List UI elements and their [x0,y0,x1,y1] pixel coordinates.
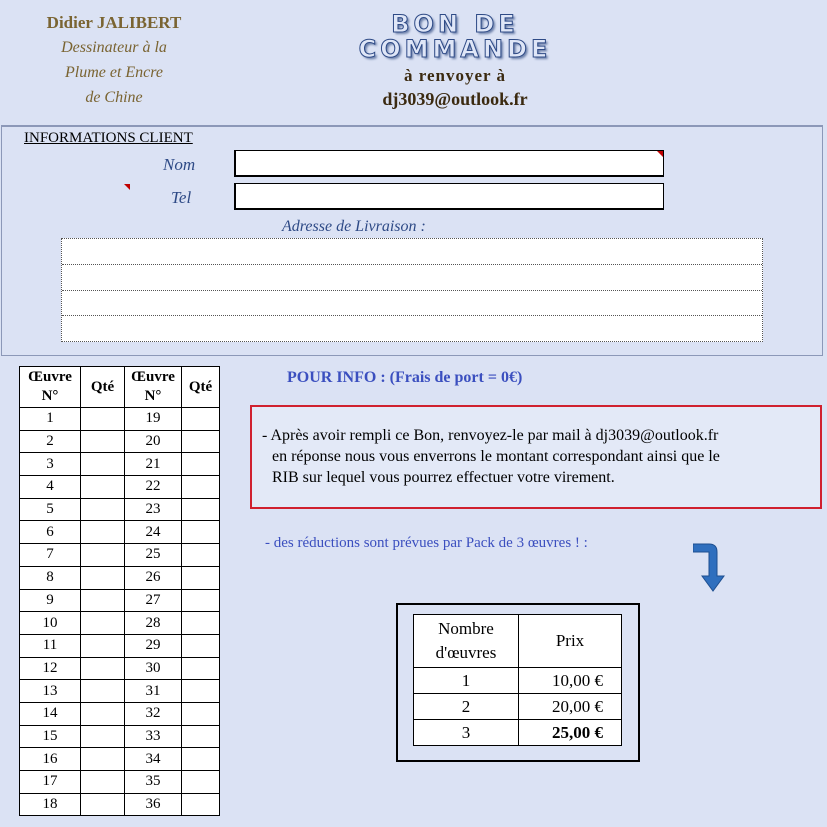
oeuvre-number-cell: 14 [20,702,81,725]
quantity-cell[interactable] [182,725,220,748]
title-line-2: COMMANDE [358,35,552,63]
header-oeuvre-number: Œuvre N° [20,367,81,408]
price-table-row [414,720,622,746]
quantity-cell[interactable] [182,657,220,680]
header-quantity: Qté [81,367,125,408]
order-table-row [20,566,220,589]
order-table-row [20,589,220,612]
quantity-cell[interactable] [182,771,220,794]
header-nombre-oeuvres: Nombre d'œuvres [414,615,519,668]
quantity-cell[interactable] [81,453,125,476]
quantity-cell[interactable] [81,771,125,794]
comment-marker-icon [124,184,130,190]
oeuvre-number-cell: 6 [20,521,81,544]
quantity-cell[interactable] [182,793,220,816]
quantity-cell[interactable] [81,634,125,657]
oeuvre-number-cell: 8 [20,566,81,589]
quantity-cell[interactable] [81,657,125,680]
price-value-cell: 10,00 € [519,668,622,694]
quantity-cell[interactable] [81,566,125,589]
address-input[interactable] [61,238,763,342]
quantity-cell[interactable] [81,612,125,635]
order-table-row [20,771,220,794]
quantity-cell[interactable] [182,430,220,453]
oeuvre-number-cell: 19 [125,408,182,431]
address-line-divider [62,290,762,291]
order-table-row [20,408,220,431]
price-table-header-row [414,615,622,668]
oeuvre-number-cell: 17 [20,771,81,794]
comment-marker-icon [657,151,663,157]
oeuvre-number-cell: 10 [20,612,81,635]
order-table-row [20,612,220,635]
info-line-2: en réponse nous vous enverrons le montant correspondant ainsi que le [272,448,720,465]
oeuvre-number-cell: 33 [125,725,182,748]
oeuvre-number-cell: 15 [20,725,81,748]
quantity-cell[interactable] [182,566,220,589]
info-box [250,405,822,509]
author-title-line-1: Dessinateur à la [61,39,167,56]
order-table-row [20,498,220,521]
client-info-title: INFORMATIONS CLIENT [24,130,193,146]
price-table [413,614,622,746]
quantity-cell[interactable] [81,498,125,521]
oeuvre-number-cell: 1 [20,408,81,431]
quantity-cell[interactable] [182,612,220,635]
quantity-cell[interactable] [81,589,125,612]
price-table-row [414,694,622,720]
order-table-row [20,430,220,453]
quantity-cell[interactable] [81,725,125,748]
price-value-cell: 20,00 € [519,694,622,720]
price-count-cell: 2 [414,694,519,720]
info-line-1: - Après avoir rempli ce Bon, renvoyez-le par mail à dj3039@outlook.fr [262,427,719,444]
quantity-cell[interactable] [182,544,220,567]
price-count-cell: 3 [414,720,519,746]
quantity-cell[interactable] [81,793,125,816]
price-count-cell: 1 [414,668,519,694]
oeuvre-number-cell: 2 [20,430,81,453]
quantity-cell[interactable] [182,498,220,521]
order-table-row [20,793,220,816]
send-to-label: à renvoyer à [403,66,507,85]
oeuvre-number-cell: 36 [125,793,182,816]
oeuvre-number-cell: 12 [20,657,81,680]
order-table-row [20,544,220,567]
nom-label: Nom [163,155,196,174]
oeuvre-number-cell: 7 [20,544,81,567]
oeuvre-number-cell: 9 [20,589,81,612]
header-quantity: Qté [182,367,220,408]
quantity-cell[interactable] [182,453,220,476]
oeuvre-number-cell: 16 [20,748,81,771]
quantity-cell[interactable] [182,521,220,544]
quantity-cell[interactable] [81,408,125,431]
oeuvre-number-cell: 35 [125,771,182,794]
author-title-line-2: Plume et Encre [64,64,164,81]
order-table-row [20,634,220,657]
address-label: Adresse de Livraison : [282,218,426,235]
address-line-divider [62,315,762,316]
quantity-cell[interactable] [182,634,220,657]
order-table [19,366,220,816]
tel-input[interactable] [234,183,664,210]
oeuvre-number-cell: 30 [125,657,182,680]
oeuvre-number-cell: 5 [20,498,81,521]
quantity-cell[interactable] [81,748,125,771]
oeuvre-number-cell: 4 [20,476,81,499]
pour-info-heading: POUR INFO : (Frais de port = 0€) [287,369,523,386]
oeuvre-number-cell: 28 [125,612,182,635]
order-table-row [20,725,220,748]
order-table-row [20,453,220,476]
quantity-cell[interactable] [81,544,125,567]
order-table-row [20,702,220,725]
order-table-row [20,657,220,680]
order-table-row [20,680,220,703]
order-table-header-row [20,367,220,408]
oeuvre-number-cell: 13 [20,680,81,703]
quantity-cell[interactable] [182,476,220,499]
oeuvre-number-cell: 11 [20,634,81,657]
header-oeuvre-number: Œuvre N° [125,367,182,408]
oeuvre-number-cell: 24 [125,521,182,544]
header-prix: Prix [519,615,622,668]
oeuvre-number-cell: 18 [20,793,81,816]
curved-down-arrow-icon [693,540,727,594]
tel-value [236,185,240,201]
author-name: Didier JALIBERT [46,13,182,32]
oeuvre-number-cell: 26 [125,566,182,589]
quantity-cell[interactable] [182,702,220,725]
oeuvre-number-cell: 21 [125,453,182,476]
oeuvre-number-cell: 23 [125,498,182,521]
author-title-line-3: de Chine [85,89,143,106]
quantity-cell[interactable] [81,476,125,499]
oeuvre-number-cell: 31 [125,680,182,703]
quantity-cell[interactable] [81,680,125,703]
order-table-row [20,748,220,771]
title-line-1: BON DE [391,10,519,38]
order-table-row [20,521,220,544]
oeuvre-number-cell: 34 [125,748,182,771]
quantity-cell[interactable] [81,430,125,453]
oeuvre-number-cell: 29 [125,634,182,657]
oeuvre-number-cell: 20 [125,430,182,453]
oeuvre-number-cell: 27 [125,589,182,612]
oeuvre-number-cell: 32 [125,702,182,725]
oeuvre-number-cell: 22 [125,476,182,499]
tel-label: Tel [171,188,192,207]
nom-value [236,152,240,168]
reduction-note: - des réductions sont prévues par Pack de 3 œuvres ! : [265,535,588,551]
oeuvre-number-cell: 3 [20,453,81,476]
quantity-cell[interactable] [182,680,220,703]
nom-input[interactable] [234,150,664,177]
quantity-cell[interactable] [182,589,220,612]
send-email[interactable]: dj3039@outlook.fr [382,89,528,109]
price-value-cell: 25,00 € [519,720,622,746]
quantity-cell[interactable] [81,521,125,544]
quantity-cell[interactable] [182,408,220,431]
oeuvre-number-cell: 25 [125,544,182,567]
order-table-row [20,476,220,499]
price-table-row [414,668,622,694]
address-line-divider [62,264,762,265]
info-line-3: RIB sur lequel vous pourrez effectuer votre virement. [272,469,615,486]
quantity-cell[interactable] [182,748,220,771]
quantity-cell[interactable] [81,702,125,725]
